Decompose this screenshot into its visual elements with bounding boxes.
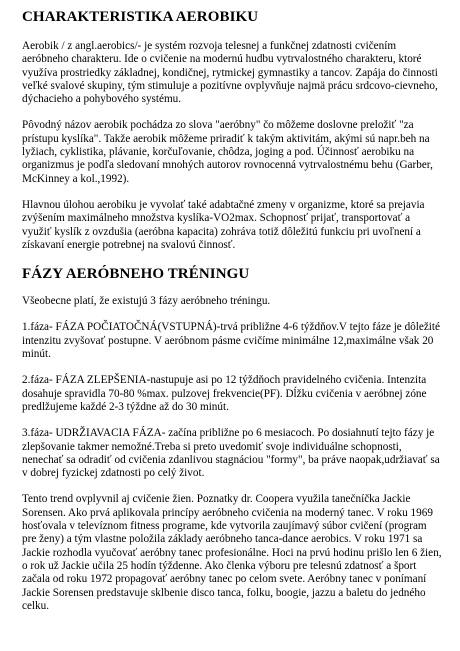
paragraph-history: Tento trend ovplyvnil aj cvičenie žien. Poznatky dr. Coopera využila tanečníčka Jackie Sorensen. Ako prvá aplikovala princípy aeróbneho cvičenia na moderný tanec. V roku 1969 hosťovala v televíznom fitness programe, kde vytvorila zaujímavý súbor cvičení (program pre ženy) a tým vlastne položila základy aeróbneho tanca-dance aerobics. V roku 1971 sa Jackie rozhodla vyučovať aeróbny tanec profesionálne. Hoci na prvú hodinu prišlo len 6 žien, o rok už Jackie učila 25 hodín týždenne. Ako členka výboru pre telesnú zdatnosť a šport začala od roku 1972 propagovať aeróbny tanec po celom svete. Aeróbny tanec v ponímaní Jackie Sorensen predstavuje sklbenie disco tanca, folku, boogie, jazzu a baletu do jedného celku.: [22, 493, 442, 612]
paragraph-main-task: Hlavnou úlohou aerobiku je vyvolať také adabtačné zmeny v organizme, ktoré sa prejavia zvýšením maximálneho množstva kyslíka-VO2max. Schopnosť prijať, transportovať a využiť kyslík z ovzdušia (aeróbna kapacita) zohráva totiž dôležitú funkciu pri uvoľnení a získavaní energie potrebnej na svalovú činnosť.: [22, 198, 425, 251]
paragraph-phases-intro: Všeobecne platí, že existujú 3 fázy aeróbneho tréningu.: [22, 295, 271, 308]
document-page: [22, 8, 442, 613]
paragraph-phase-1: 1.fáza- FÁZA POČIATOČNÁ(VSTUPNÁ)-trvá približne 4-6 týždňov.V tejto fáze je dôležité intenzitu zvyšovať postupne. V aeróbnom pásme cvičíme minimálne 12,maximálne však 20 minút.: [22, 321, 440, 361]
heading-characteristics: CHARAKTERISTIKA AEROBIKU: [22, 9, 259, 25]
paragraph-origin: Pôvodný názov aerobik pochádza zo slova "aeróbny" čo môžeme doslovne preložiť "za prístupu kyslíka". Takže aerobik môžeme priradiť k takým aktivitám, akými sú napr.beh na lyžiach, cyklistika, plávanie, korčuľovanie, chôdza, joging a pod. Účinnosť aerobiku na organizmus je podľa sledovaní mnohých autorov rovnocenná vytrvalostnému behu (Garber, McKinney a kol.,1992).: [22, 119, 433, 185]
heading-phases: FÁZY AERÓBNEHO TRÉNINGU: [22, 266, 250, 283]
paragraph-phase-3: 3.fáza- UDRŽIAVACIA FÁZA- začína približne po 6 mesiacoch. Po dosiahnutí tejto fázy je zlepšovanie takmer nemožné.Treba si preto uvedomiť svoje individuálne schopnosti, nenechať sa odradiť od cvičenia zdanlivou stagnáciou "formy", ba práve naopak,udržiavať sa v dobrej fyzickej zdatnosti po celý život.: [22, 427, 440, 480]
paragraph-phase-2: 2.fáza- FÁZA ZLEPŠENIA-nastupuje asi po 12 týždňoch pravidelného cvičenia. Intenzita dosahuje spravidla 70-80 %max. pulzovej frekvencie(PF). Dĺžku cvičenia v aeróbnej zóne predlžujeme každé 2-3 týždne až do 30 minút.: [22, 374, 427, 413]
paragraph-definition: Aerobik / z angl.aerobics/- je systém rozvoja telesnej a funkčnej zdatnosti cvičením aeróbneho charakteru. Ide o cvičenie na modernú hudbu vytrvalostného charakteru, ktoré využíva prostriedky základnej, kondičnej, rytmickej gymnastiky a tancov. Zapája do činnosti veľké svalové skupiny, tým stimuluje a pozitívne ovplyvňuje najmä prácu srdcovo-cievneho, dýchacieho a pohybového systému.: [22, 40, 438, 106]
